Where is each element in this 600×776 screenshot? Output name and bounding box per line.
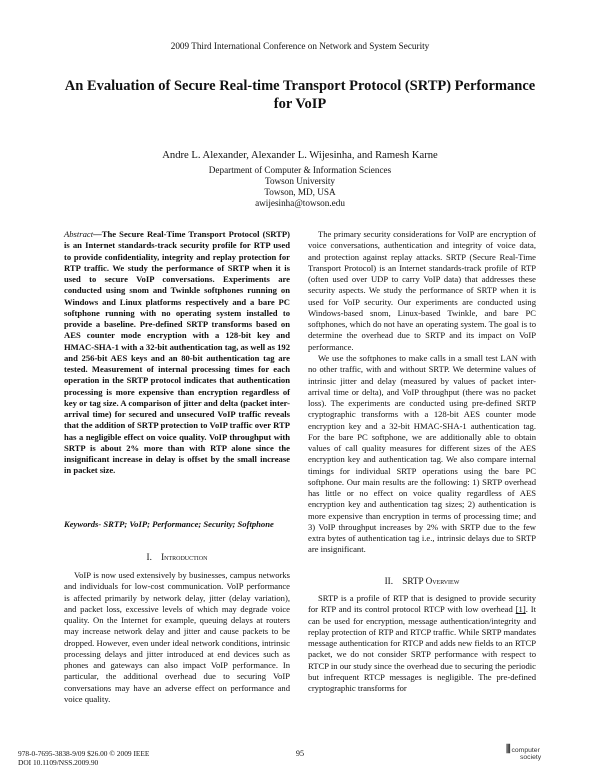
section-title: Introduction bbox=[161, 552, 208, 562]
body-paragraph-security: The primary security considerations for VoIP are encryption of voice conversations, authentication and integrity of voice data, and protection against replay attacks. SRTP (Secure Real-Time Transport Protocol) is an Internet standards-track profile of RTP (often used over UDP to carry VoIP data) that addresses these security aspects. We study the performance of SRTP when it is used for VoIP security. Our experiments are conducted using Windows-based snom, Linux-based Twinkle, and bare PC softphones, which do not have an operating system. The goal is to determine the overhead due to SRTP and its impact on VoIP performance. bbox=[308, 229, 536, 352]
page-number: 95 bbox=[295, 749, 305, 758]
computer-society-logo-mark: ⫼ bbox=[506, 744, 510, 755]
citation-link[interactable]: [1] bbox=[515, 604, 526, 615]
footer-doi: DOI 10.1109/NSS.2009.90 bbox=[18, 758, 99, 767]
affiliation-location: Towson, MD, USA bbox=[264, 187, 336, 197]
abstract-block bbox=[64, 229, 290, 477]
introduction-paragraph: VoIP is now used extensively by businesses, campus networks and individuals for low-cost communication. VoIP performance is affected primarily by network delay, jitter (delay variation), and packet loss, excessive levels of which may degrade voice quality. On the Internet for example, queuing delays at routers may increase network delay and jitter and cause packets to be dropped. However, even under ideal network conditions, intrinsic processing delays and jitter introduced at end devices such as phones and gateways can also impact VoIP performance. In particular, the additional overhead due to securing VoIP conversations may have an adverse effect on performance and voice quality. bbox=[64, 570, 290, 704]
section-number: I. bbox=[146, 552, 152, 562]
srtp-overview-paragraph bbox=[308, 593, 536, 694]
abstract-label: Abstract bbox=[64, 229, 94, 239]
paragraph-text: . It can be used for encryption, message authentication/integrity and replay protection of RTP and RTCP traffic. While SRTP mandates message authentication for RTCP and adds new fields to an RTCP packet, we do not consider SRTP performance with respect to RTCP in our study since the overhead due to securing the periodic but infrequent RTCP messages is negligible. The pre-defined cryptographic transforms for bbox=[308, 604, 536, 693]
paragraph-text: SRTP is a profile of RTP that is designed to provide security for RTP and its control protocol RTCP with low overhead bbox=[308, 593, 536, 615]
section-heading-introduction bbox=[64, 552, 290, 562]
logo-text-computer: computer bbox=[511, 747, 540, 754]
affiliation-email[interactable]: awijesinha@towson.edu bbox=[255, 198, 345, 208]
abstract-text: —The Secure Real-Time Transport Protocol (SRTP) is an Internet standards-track security profile for RTP used to provide confidentiality, integrity and replay protection for RTP traffic. We study the performance of SRTP when it is used to secure VoIP conversations. Experiments are conducted using snom and Twinkle softphones running on Windows and Linux platforms respectively and a bare PC softphone running with no operating system installed to provide a baseline. Pre-defined SRTP transforms based on AES counter mode encryption with a 128-bit key and HMAC-SHA-1 with a 32-bit authentication tag, as well as 192 and 256-bit AES keys and an 80-bit authentication tag are tested. Measurement of internal processing times for each operation in the SRTP protocol indicates that authentication processing is more expensive than encryption regardless of key or tag size. A comparison of jitter and delta (packet inter-arrival time) for secured and unsecured VoIP traffic reveals that the addition of SRTP protection to VoIP traffic over RTP has a negligible effect on voice quality. VoIP throughput with SRTP is about 2% more than with RTP alone since the insignificant increase in delay is offset by the small increase in packet size. bbox=[64, 229, 290, 476]
section-title: SRTP Overview bbox=[402, 576, 460, 586]
affiliation-dept: Department of Computer & Information Sciences bbox=[208, 165, 392, 175]
paper-title: An Evaluation of Secure Real-time Transport Protocol (SRTP) Performance for VoIP bbox=[64, 78, 536, 112]
keywords: Keywords- SRTP; VoIP; Performance; Security; Softphone bbox=[64, 519, 274, 529]
logo-text-society: society bbox=[520, 754, 542, 761]
computer-society-logo bbox=[506, 746, 541, 761]
section-number: II. bbox=[384, 576, 394, 586]
affiliation-university: Towson University bbox=[264, 176, 336, 186]
body-paragraph-experiments: We use the softphones to make calls in a small test LAN with no other traffic, with and without SRTP. We determine values of intrinsic jitter and delay (measured by values of packet inter-arrival time or delta), and VoIP throughput (there was no packet loss). The experiments are conducted using pre-defined SRTP cryptographic transforms with a 128-bit AES counter mode encryption key and a 32-bit HMAC-SHA-1 authentication tag. For the bare PC softphone, we are additionally able to obtain values of call quality measures for different sizes of the AES encryption key and authentication tag. We also compare internal timings for individual SRTP operations using the bare PC softphone. Our main results are the following: 1) SRTP overhead has little or no effect on voice quality regardless of AES encryption key and authentication tag sizes; 2) authentication is more expensive than encryption in terms of processing time; and 3) VoIP throughput increases by 2% with SRTP due to the few extra bytes of authentication tag i.e., intrinsic delays due to SRTP are insignificant. bbox=[308, 353, 536, 555]
author-list: Andre L. Alexander, Alexander L. Wijesinha, and Ramesh Karne bbox=[162, 150, 438, 161]
footer-isbn: 978-0-7695-3838-9/09 $26.00 © 2009 IEEE bbox=[18, 749, 150, 758]
section-heading-srtp-overview bbox=[308, 576, 536, 586]
conference-header: 2009 Third International Conference on Network and System Security bbox=[170, 41, 430, 51]
